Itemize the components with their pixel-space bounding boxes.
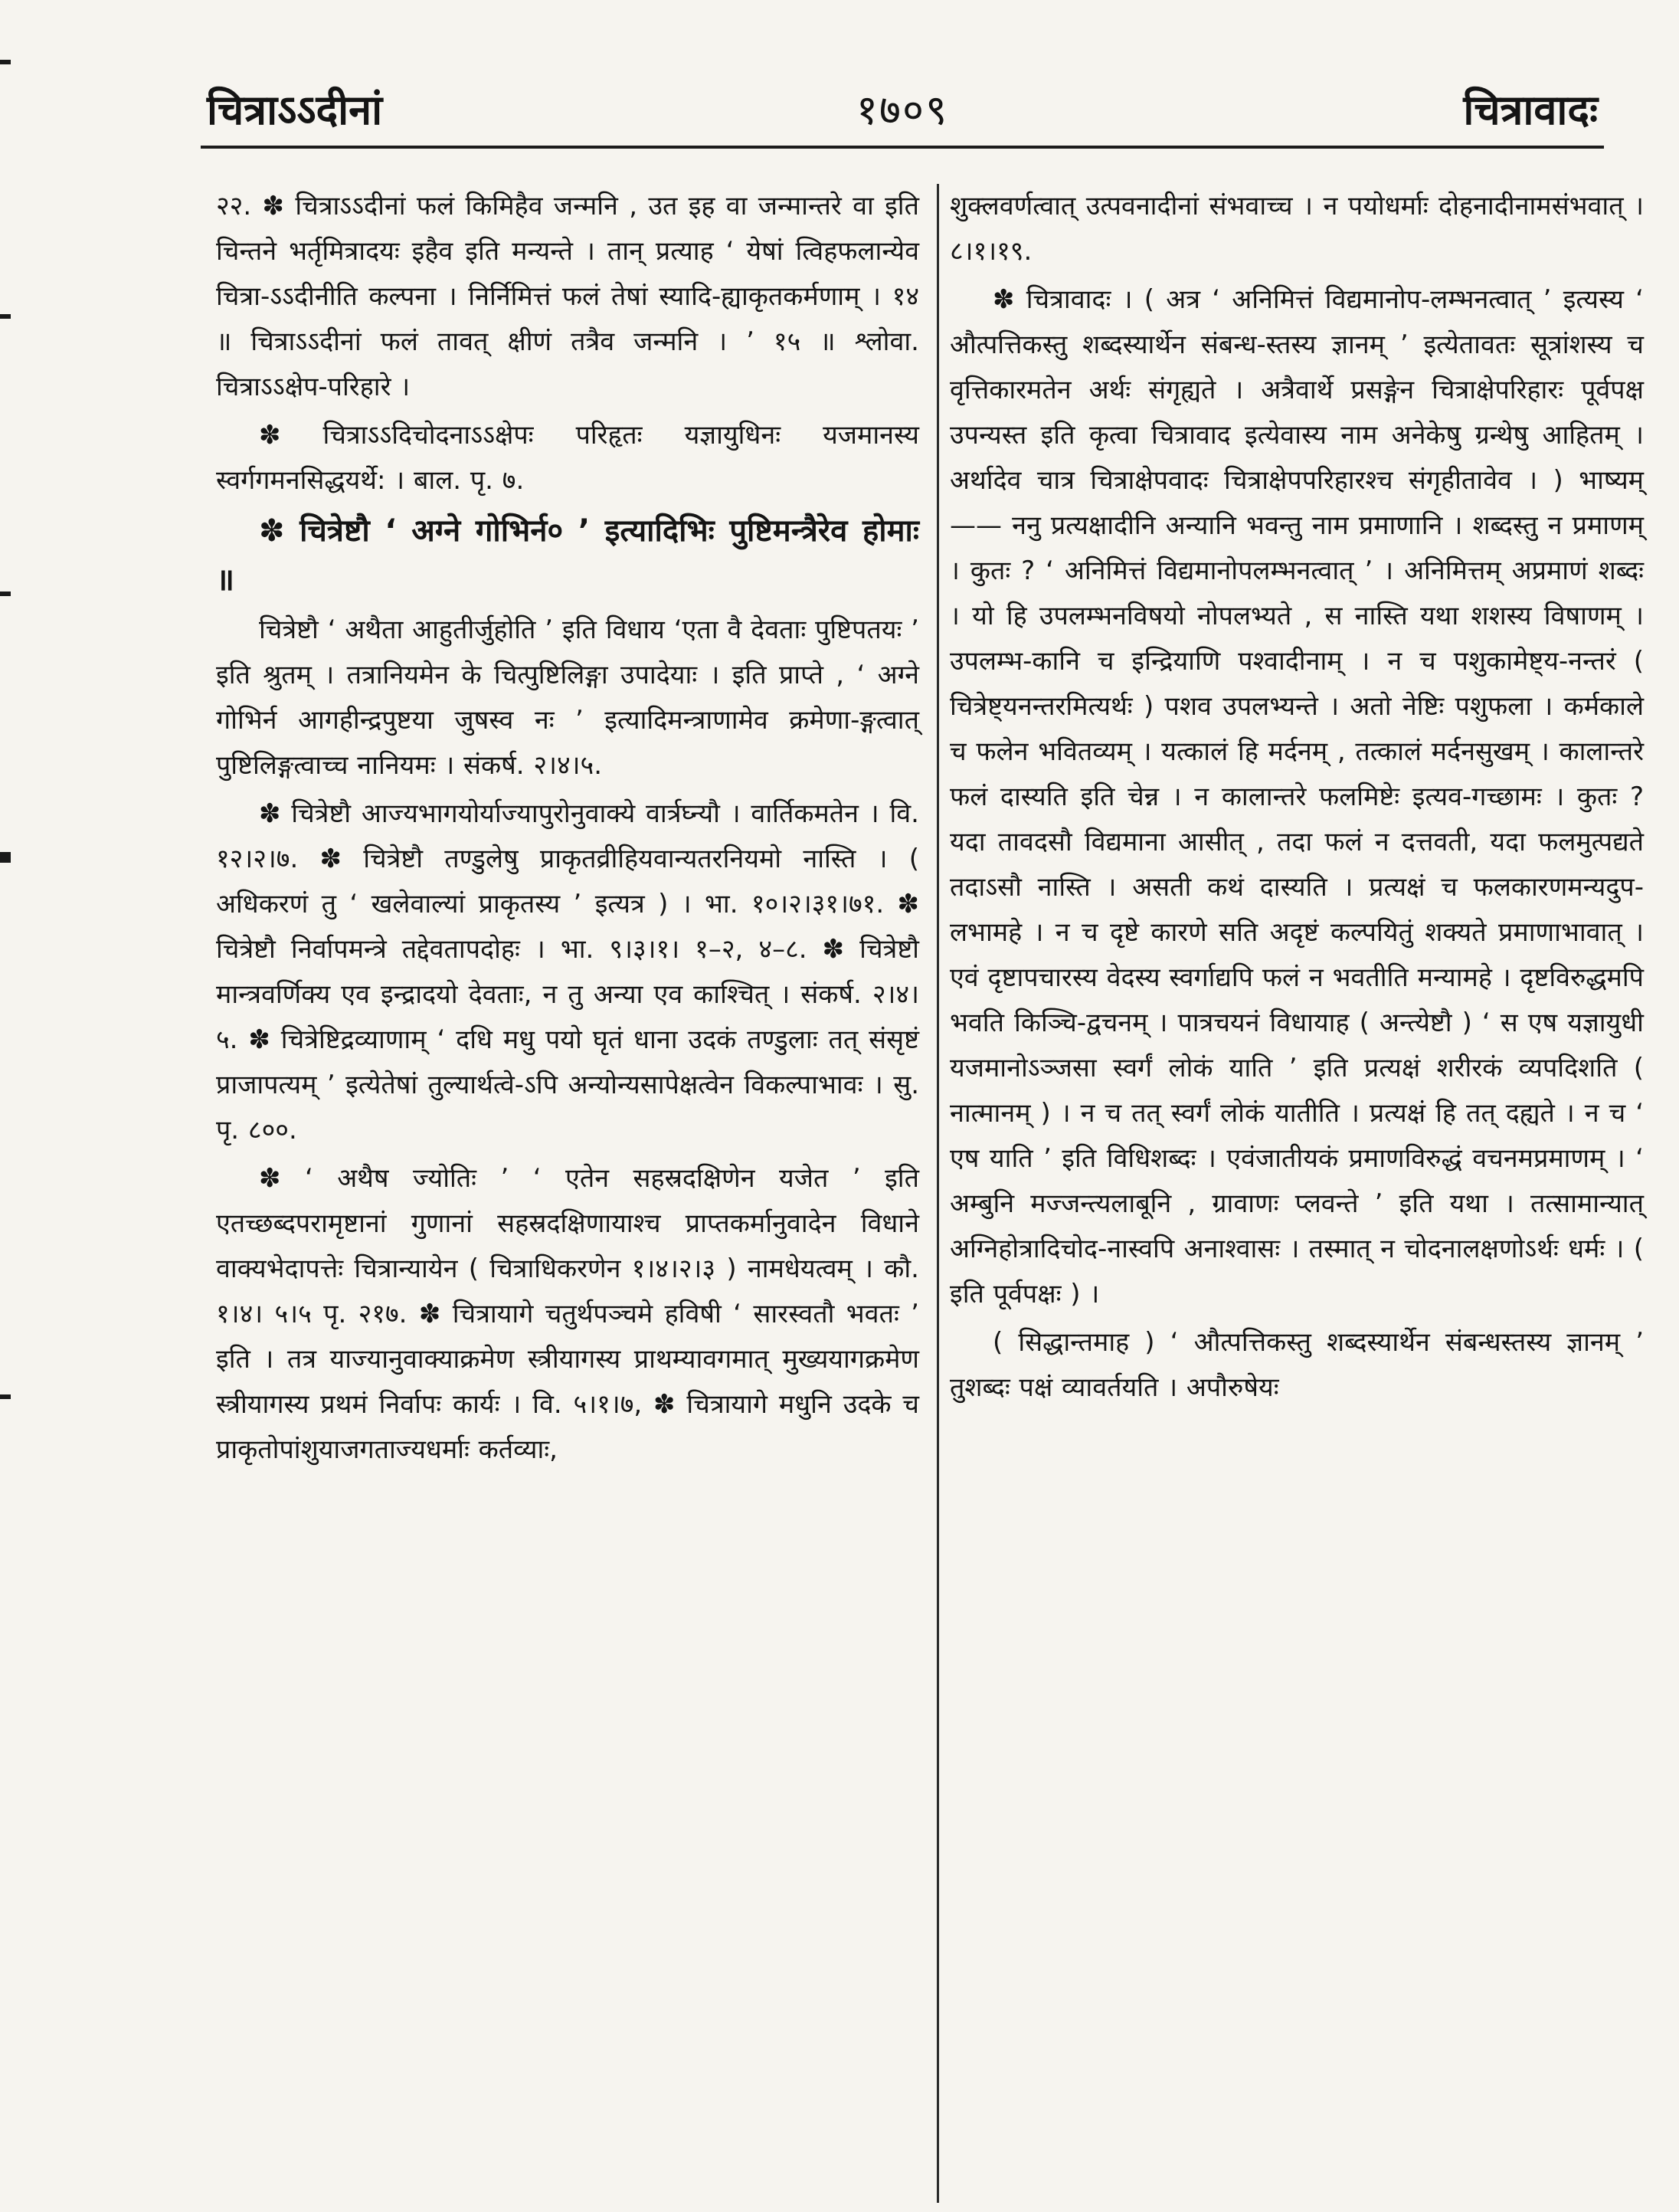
right-paragraph-2: ✽ चित्रावादः । ( अत्र ‘ अनिमित्तं विद्यमानोप-लम्भनत्वात् ’ इत्यस्य ‘ औत्पत्तिकस्तु शब्दस्यार्थेन संबन्ध-स्तस्य ज्ञानम् ’ इत्येतावतः सूत्रांशस्य च वृत्तिकारमतेन अर्थः संगृह्यते । अत्रैवार्थे प्रसङ्गेन चित्राक्षेपरिहारः पूर्वपक्ष उपन्यस्त इति कृत्वा चित्रावाद इत्येवास्य नाम अनेकेषु ग्रन्थेषु आहितम् । अर्थादेव चात्र चित्राक्षेपवादः चित्राक्षेपपरिहारश्च संगृहीतावेव । ) भाष्यम्—— ननु प्रत्यक्षादीनि अन्यानि भवन्तु नाम प्रमाणानि । शब्दस्तु न प्रमाणम् । कुतः ? ‘ अनिमित्तं विद्यमानोपलम्भनत्वात् ’ । अनिमित्तम् अप्रमाणं शब्दः । यो हि उपलम्भनविषयो नोपलभ्यते , स नास्ति यथा शशस्य विषाणम् । उपलम्भ-कानि च इन्द्रियाणि पश्वादीनाम् । न च पशुकामेष्ट्य-नन्तरं ( चित्रेष्ट्यनन्तरमित्यर्थः ) पशव उपलभ्यन्ते । अतो नेष्टिः पशुफला । कर्मकाले च फलेन भवितव्यम् । यत्कालं हि मर्दनम् , तत्कालं मर्दनसुखम् । कालान्तरे फलं दास्यति इति चेन्न । न कालान्तरे फलमिष्टेः इत्यव-गच्छामः । कुतः ? यदा तावदसौ विद्यमाना आसीत् , तदा फलं न दत्तवती, यदा फलमुत्पद्यते तदाऽसौ नास्ति । असती कथं दास्यति । प्रत्यक्षं च फलकारणमन्यदुप-लभामहे । न च दृष्टे कारणे सति अदृष्टं कल्पयितुं शक्यते प्रमाणाभावात् । एवं दृष्टापचारस्य वेदस्य स्वर्गाद्यपि फलं न भवतीति मन्यामहे । दृष्टविरुद्धमपि भवति किञ्चि-द्वचनम् । पात्रचयनं विधायाह ( अन्त्येष्टौ ) ‘ स एष यज्ञायुधी यजमानोऽञ्जसा स्वर्गं लोकं याति ’ इति प्रत्यक्षं शरीरकं व्यपदिशति ( नात्मानम् ) । न च तत् स्वर्गं लोकं यातीति । प्रत्यक्षं हि तत् दह्यते । न च ‘ एष याति ’ इति विधिशब्दः । एवंजातीयकं प्रमाणविरुद्धं वचनमप्रमाणम् । ‘ अम्बुनि मज्जन्त्यलाबूनि , ग्रावाणः प्लवन्ते ’ इति यथा । तत्सामान्यात् अग्निहोत्रादिचोद-नास्वपि अनाश्वासः । तस्मात् न चोदनालक्षणोऽर्थः धर्मः । ( इति पूर्वपक्षः ) । [950,284,1644,1309]
page-header [201,75,1604,149]
right-paragraph-1: शुक्लवर्णत्वात् उत्पवनादीनां संभवाच्च । न पयोधर्माः दोहनादीनामसंभवात् । ८।१।१९. [950,191,1644,267]
right-column [950,184,1644,1414]
scan-edge-mark [0,314,11,319]
scan-edge-mark [0,852,11,863]
page-number: १७०९ [856,86,949,134]
header-left-title: चित्राऽऽदीनां [207,86,383,134]
scan-edge-mark [0,60,11,64]
left-paragraph-1: २२. ✽ चित्राऽऽदीनां फलं किमिहैव जन्मनि , उत इह वा जन्मान्तरे वा इति चिन्तने भर्तृमित्रादयः इहैव इति मन्यन्ते । तान् प्रत्याह ‘ येषां त्विहफलान्येव चित्रा-ऽऽदीनीति कल्पना । निर्निमित्तं फलं तेषां स्यादि-ह्याकृतकर्मणाम् । १४ ॥ चित्राऽऽदीनां फलं तावत् क्षीणं तत्रैव जन्मनि । ’ १५ ॥ श्लोवा. चित्राऽऽक्षेप-परिहारे । [216,191,919,402]
scan-edge-mark [0,1394,11,1399]
header-right-title: चित्रावादः [1463,86,1598,134]
scan-edge-mark [0,592,11,596]
column-divider [937,184,939,2203]
left-column [216,184,919,1476]
left-paragraph-5: ✽ ‘ अथैष ज्योतिः ’ ‘ एतेन सहस्रदक्षिणेन यजेत ’ इति एतच्छब्दपरामृष्टानां गुणानां सहस्रदक्षिणायाश्च प्राप्तकर्मानुवादेन विधाने वाक्यभेदापत्तेः चित्रान्यायेन ( चित्राधिकरणेन १।४।२।३ ) नामधेयत्वम् । कौ. १।४। ५।५ पृ. २१७. ✽ चित्रायागे चतुर्थपञ्चमे हविषी ‘ सारस्वतौ भवतः ’ इति । तत्र याज्यानुवाक्याक्रमेण स्त्रीयागस्य प्राथम्यावगमात् मुख्ययागक्रमेण स्त्रीयागस्य प्रथमं निर्वापः कार्यः । वि. ५।१।७, ✽ चित्रायागे मधुनि उदके च प्राकृतोपांशुयाजगताज्यधर्माः कर्तव्याः, [216,1163,919,1465]
left-heading-chitreshti: ✽ चित्रेष्टौ ‘ अग्ने गोभिर्न० ’ इत्यादिभिः पुष्टिमन्त्रैरेव होमाः ॥ [216,513,919,598]
right-paragraph-3: ( सिद्धान्तमाह ) ‘ औत्पत्तिकस्तु शब्दस्यार्थेन संबन्धस्तस्य ज्ञानम् ’ तुशब्दः पक्षं व्यावर्तयति । अपौरुषेयः [950,1327,1644,1403]
left-paragraph-4: ✽ चित्रेष्टौ आज्यभागयोर्याज्यापुरोनुवाक्ये वार्त्रघ्न्यौ । वार्तिकमतेन । वि. १२।२।७. ✽ चित्रेष्टौ तण्डुलेषु प्राकृतव्रीहियवान्यतरनियमो नास्ति । ( अधिकरणं तु ‘ खलेवाल्यां प्राकृतस्य ’ इत्यत्र ) । भा. १०।२।३१।७१. ✽ चित्रेष्टौ निर्वापमन्त्रे तद्देवतापदोहः । भा. ९।३।१। १–२, ४–८. ✽ चित्रेष्टौ मान्त्रवर्णिक्य एव इन्द्रादयो देवताः, न तु अन्या एव काश्चित् । संकर्ष. २।४।५. ✽ चित्रेष्टिद्रव्याणाम् ‘ दधि मधु पयो घृतं धाना उदकं तण्डुलाः तत् संसृष्टं प्राजापत्यम् ’ इत्येतेषां तुल्यार्थत्वे-ऽपि अन्योन्यसापेक्षत्वेन विकल्पाभावः । सु. पृ. ८००. [216,798,919,1145]
left-paragraph-3: चित्रेष्टौ ‘ अथैता आहुतीर्जुहोति ’ इति विधाय ‘एता वै देवताः पुष्टिपतयः ’ इति श्रुतम् । तत्रानियमेन के चित्पुष्टिलिङ्गा उपादेयाः । इति प्राप्ते , ‘ अग्ने गोभिर्न आगहीन्द्रपुष्टया जुषस्व नः ’ इत्यादिमन्त्राणामेव क्रमेणा-ङ्गत्वात् पुष्टिलिङ्गत्वाच्च नानियमः । संकर्ष. २।४।५. [216,614,919,781]
left-paragraph-2: ✽ चित्राऽऽदिचोदनाऽऽक्षेपः परिहृतः यज्ञायुधिनः यजमानस्य स्वर्गगमनसिद्धयर्थे: । बाल. पृ. ७. [216,420,919,496]
